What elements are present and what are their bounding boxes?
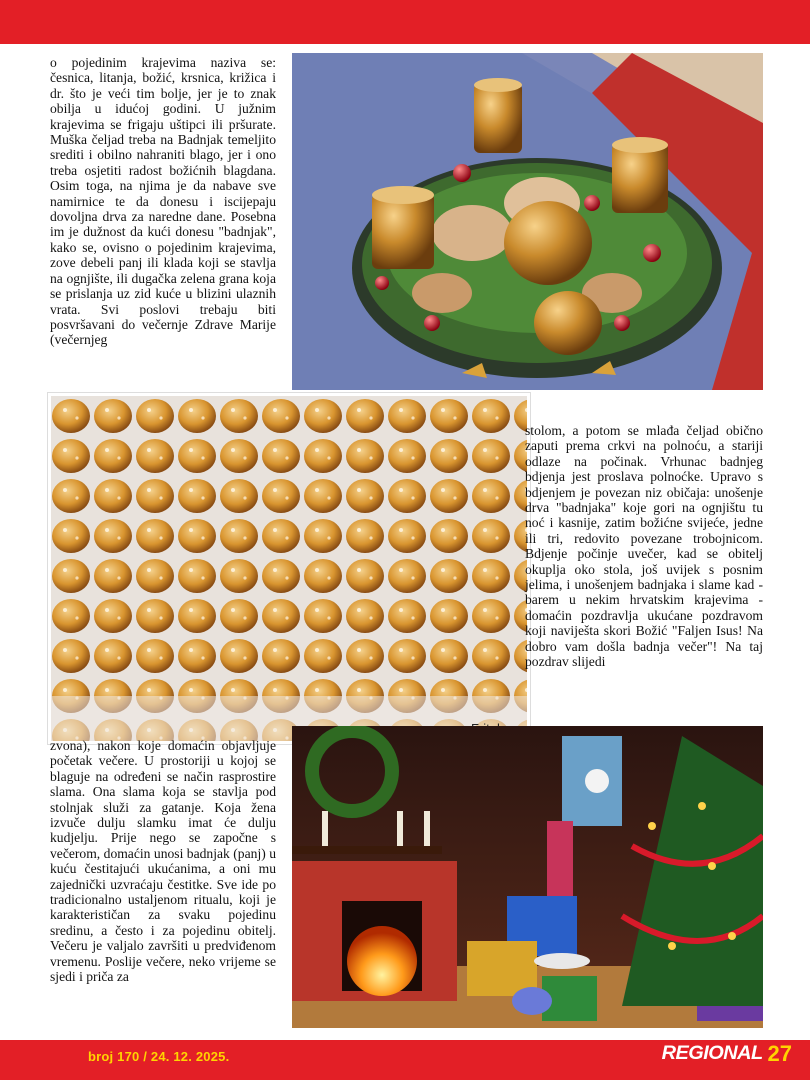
issue-date: broj 170 / 24. 12. 2025. — [88, 1049, 230, 1064]
article-column-3: zvona), nakon koje domaćin objavljuje početak večere. U prostoriji u kojoj se blaguje na određeni se način rasprostire slama. Ona slama koja se stavlja pod stolnjak služi za gatanje. Koja žena izvuče dulju slamku imat će dulju kudjelju. Prije nego se započne s večerom, domaćin unosi badnjak (panj) u kuću čestitajući ukućanima, a oni mu zajednički uzvraćaju čestitke. Sve ide po tradicionalno ustaljenom ritualu, koji je karakterističan za svaku pojedinu sredinu, a često i za pojedinu obitelj. Večeru je valjalo završiti u predviđenom vremenu. Poslije večere, neko vrijeme se sjedi i priča za — [50, 738, 276, 985]
page-number: 27 — [767, 1041, 792, 1066]
fritule-photo — [48, 393, 530, 744]
article-column-2: stolom, a potom se mlađa čeljad obično zaputi prema crkvi na polnoću, a stariji odlaze na počinak. Vrhunac badnjeg bdjenja jest proslava polnoćke. Upravo s bdjenjem je povezan niz običaja: unošenje drva "badnjaka" koje gori na ognjištu tu noć i kasnije, zatim božićne svijeće, jedne ili tri, redovito povezane trobojnicom. Bdjenje počinje uvečer, kad se obitelj okuplja oko stola, još uvijek s posnim jelima, i unošenjem badnjaka i slame kad - barem u nekim hrvatskim krajevima - domaćin pozdravlja ukućane pozdravom koji naviješta skori Božić "Faljen Isus! Na dobro vam došla badnja večer"! Na taj pozdrav slijedi — [525, 423, 763, 670]
top-red-bar — [0, 0, 810, 44]
advent-wreath-photo — [292, 53, 763, 390]
magazine-logo: REGIONAL — [661, 1043, 763, 1064]
christmas-room-illustration — [292, 726, 763, 1028]
article-column-1: o pojedinim krajevima naziva se: česnica, litanja, božić, krsnica, križica i dr. što je veći tim bolje, jer je to znak obilja u idućoj godini. U južnim krajevima se frigaju uštipci ili pršurate. Muška čeljad treba na Badnjak temeljito srediti i obilno nahraniti blago, jer i ono treba osjetiti radost božićnih blagdana. Osim toga, na njima je da nabave sve namirnice te da donesu i iscijepaju dovoljna drva za naredne dane. Posebna im je dužnost da kući donesu "badnjak", kako se, ovisno o pojedinim krajevima, zove debeli panj ili klada koji se stavlja na ognjište, ili dugačka zelena grana koja se prislanja uz zid kuće u blizini ulaznih vrata. Svi poslovi trebaju biti posvršavani do večernje Zdrave Marije (večernjeg — [50, 55, 276, 348]
